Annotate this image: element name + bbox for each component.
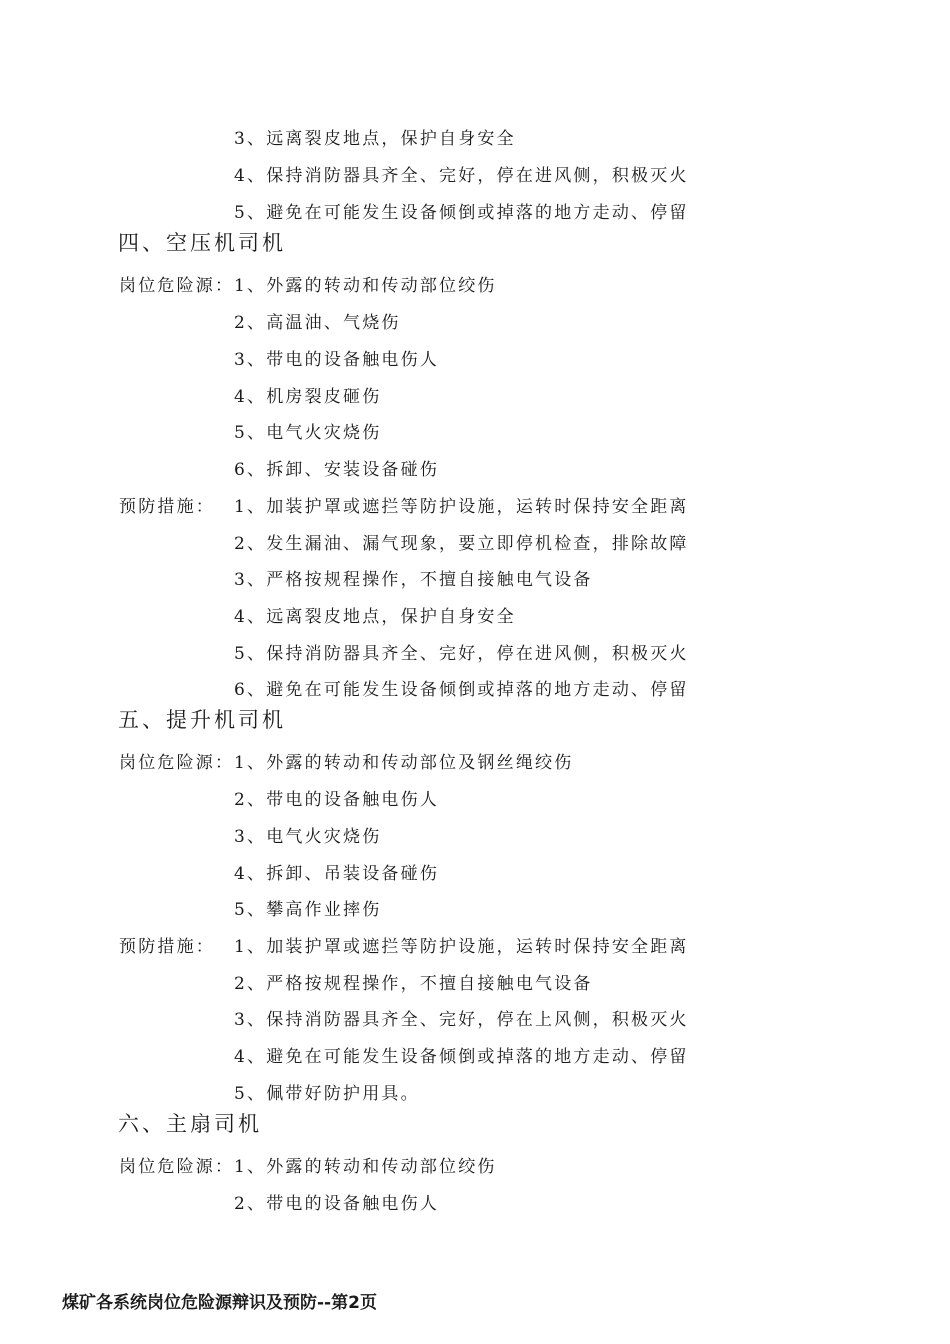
measure-item: 2、严格按规程操作，不擅自接触电气设备 <box>234 974 593 994</box>
hazard-item: 1、外露的转动和传动部位绞伤 <box>234 1157 497 1177</box>
measure-item: 5、保持消防器具齐全、完好，停在进风侧，积极灭火 <box>234 644 689 664</box>
hazard-item: 4、机房裂皮砸伤 <box>234 387 382 407</box>
measure-item: 3、保持消防器具齐全、完好，停在上风侧，积极灭火 <box>234 1010 689 1030</box>
hazard-item: 5、攀高作业摔伤 <box>234 900 382 920</box>
hazard-item: 2、带电的设备触电伤人 <box>234 1194 440 1214</box>
measure-item: 4、远离裂皮地点，保护自身安全 <box>234 607 516 627</box>
hazard-item: 6、拆卸、安装设备碰伤 <box>234 460 440 480</box>
hazard-item: 4、拆卸、吊装设备碰伤 <box>234 864 440 884</box>
measures-label: 预防措施： <box>119 497 215 517</box>
page-footer: 煤矿各系统岗位危险源辩识及预防--第2页 <box>62 1293 377 1313</box>
hazard-label: 岗位危险源： <box>119 1157 235 1177</box>
measures-label: 预防措施： <box>119 937 215 957</box>
measure-item: 3、远离裂皮地点，保护自身安全 <box>234 129 516 149</box>
measure-item: 1、加装护罩或遮拦等防护设施，运转时保持安全距离 <box>234 937 689 957</box>
hazard-label: 岗位危险源： <box>119 276 235 296</box>
hazard-item: 3、带电的设备触电伤人 <box>234 350 440 370</box>
measure-item: 2、发生漏油、漏气现象，要立即停机检查，排除故障 <box>234 534 689 554</box>
measure-item: 1、加装护罩或遮拦等防护设施，运转时保持安全距离 <box>234 497 689 517</box>
section-heading: 六、主扇司机 <box>118 1112 262 1136</box>
hazard-item: 5、电气火灾烧伤 <box>234 423 382 443</box>
hazard-item: 1、外露的转动和传动部位及钢丝绳绞伤 <box>234 753 574 773</box>
measure-item: 5、避免在可能发生设备倾倒或掉落的地方走动、停留 <box>234 203 689 223</box>
measure-item: 4、避免在可能发生设备倾倒或掉落的地方走动、停留 <box>234 1047 689 1067</box>
measure-item: 5、佩带好防护用具。 <box>234 1084 420 1104</box>
hazard-item: 2、带电的设备触电伤人 <box>234 790 440 810</box>
hazard-item: 3、电气火灾烧伤 <box>234 827 382 847</box>
section-heading: 四、空压机司机 <box>118 231 286 255</box>
hazard-item: 2、高温油、气烧伤 <box>234 313 401 333</box>
measure-item: 6、避免在可能发生设备倾倒或掉落的地方走动、停留 <box>234 680 689 700</box>
measure-item: 4、保持消防器具齐全、完好，停在进风侧，积极灭火 <box>234 166 689 186</box>
section-heading: 五、提升机司机 <box>118 708 286 732</box>
measure-item: 3、严格按规程操作，不擅自接触电气设备 <box>234 570 593 590</box>
hazard-label: 岗位危险源： <box>119 753 235 773</box>
hazard-item: 1、外露的转动和传动部位绞伤 <box>234 276 497 296</box>
